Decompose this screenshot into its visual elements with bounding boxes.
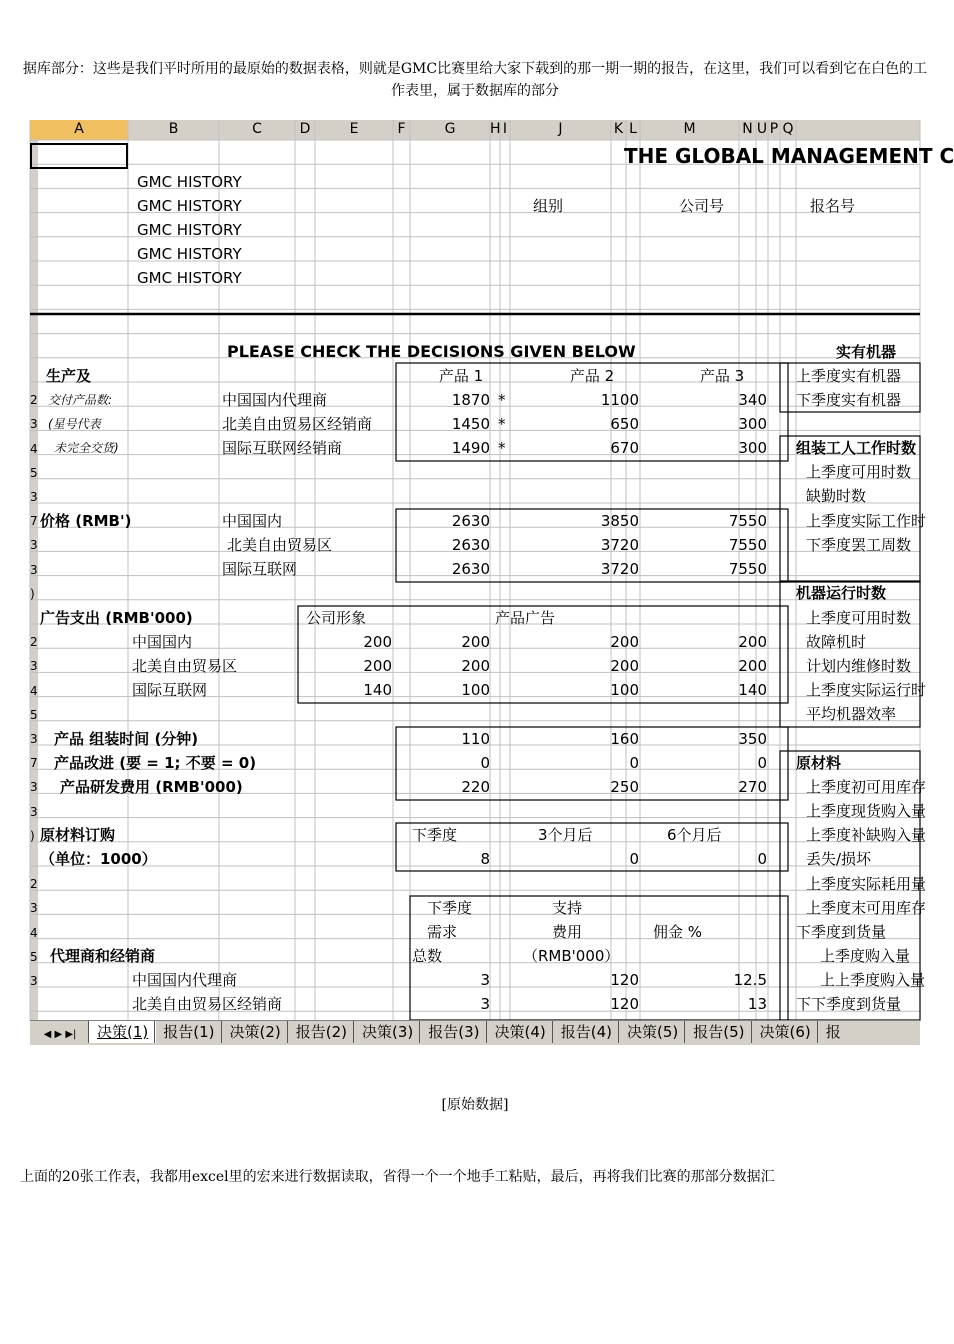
sheet-tab[interactable]: 决策(5) (618, 1021, 686, 1043)
column-header-d[interactable]: D (299, 121, 311, 137)
column-header-n[interactable]: N (742, 121, 753, 137)
tab-nav-arrows-icon[interactable]: ◀ ▶ ▶| (43, 1029, 77, 1040)
ads-row-2-v2[interactable]: 200 (461, 657, 490, 675)
materials-v1[interactable]: 8 (480, 850, 490, 868)
prod-row-2-v1[interactable]: 1450 (451, 415, 490, 433)
rp-m2: 下季度实有机器 (796, 391, 902, 409)
price-row-1-v2[interactable]: 3850 (600, 512, 639, 530)
column-header-j[interactable]: J (558, 121, 563, 137)
ads-row-1-v2[interactable]: 200 (461, 633, 490, 651)
signup-label: 报名号 (810, 197, 856, 215)
row-number[interactable]: 2 (30, 635, 38, 650)
price-row-3-v1[interactable]: 2630 (451, 560, 490, 578)
row-number[interactable]: 3 (30, 562, 38, 577)
column-header-k[interactable]: K (613, 121, 624, 137)
materials-v3[interactable]: 0 (757, 850, 767, 868)
agents-row-1-v2[interactable]: 120 (610, 971, 639, 989)
row-number[interactable]: 7 (30, 756, 38, 771)
price-row-2-v3[interactable]: 7550 (728, 536, 767, 554)
row-number[interactable]: 3 (30, 538, 38, 553)
assembly-v2[interactable]: 160 (610, 730, 639, 748)
ads-row-2-v4[interactable]: 200 (738, 657, 767, 675)
ads-row-3-v3[interactable]: 100 (610, 681, 639, 699)
row-number[interactable]: 4 (30, 441, 38, 456)
prod-row-2-v2[interactable]: 650 (610, 415, 639, 433)
sheet-tab-bar (30, 1020, 920, 1045)
sheet-tab[interactable]: 报告(5) (684, 1021, 752, 1043)
prod-row-3-v2[interactable]: 670 (610, 439, 639, 457)
prod-row-2-v3[interactable]: 300 (738, 415, 767, 433)
materials-label: 原材料订购 (40, 826, 116, 844)
row-number[interactable]: 4 (30, 683, 38, 698)
prod-row-1-name: 中国国内代理商 (222, 391, 328, 409)
row-number[interactable]: 5 (30, 707, 38, 722)
ads-row-2-name: 北美自由贸易区 (132, 657, 238, 675)
row-number[interactable]: 3 (30, 490, 38, 504)
agents-row-2-name: 北美自由贸易区经销商 (132, 995, 283, 1013)
rp-x8: 上季度购入量 (820, 947, 911, 965)
image-caption: [原始数据] (441, 1097, 509, 1113)
column-header-m[interactable]: M (683, 121, 696, 137)
outro-paragraph: 上面的20张工作表，我都用excel里的宏来进行数据读取，省得一个一个地手工粘贴，最后，再将我们比赛的那部分数据汇 (20, 1169, 775, 1185)
row-number[interactable]: 2 (30, 877, 38, 892)
rp-r4: 上季度实际运行时 (806, 681, 927, 699)
product-3-header: 产品 3 (699, 367, 745, 385)
check-banner: PLEASE CHECK THE DECISIONS GIVEN BELOW (227, 342, 636, 361)
rp-w2: 缺勤时数 (806, 487, 867, 505)
production-note-3: 未完全交货) (54, 441, 119, 455)
rp-x6: 上季度末可用库存 (806, 899, 927, 917)
price-row-1-v3[interactable]: 7550 (728, 512, 767, 530)
column-header-p[interactable]: P (769, 121, 779, 137)
improve-v3[interactable]: 0 (757, 754, 767, 772)
materials-unit: （单位：1000） (40, 850, 157, 868)
price-row-2-v1[interactable]: 2630 (451, 536, 490, 554)
prod-row-1-v1[interactable]: 1870 (451, 391, 490, 409)
ads-row-3-name: 国际互联网 (132, 681, 208, 699)
production-note-1: 交付产品数: (48, 393, 113, 407)
rp-w1: 上季度可用时数 (806, 463, 912, 481)
spreadsheet-screenshot (30, 120, 954, 1044)
rp-x10: 下下季度到货量 (796, 995, 902, 1013)
row-number[interactable]: 3 (30, 780, 38, 795)
sheet-title: THE GLOBAL MANAGEMENT C (624, 144, 954, 168)
rnd-v1[interactable]: 220 (461, 778, 490, 796)
column-header-c[interactable]: C (252, 121, 262, 137)
row-number[interactable]: 3 (30, 974, 38, 988)
ads-row-2-v1[interactable]: 200 (363, 657, 392, 675)
ads-row-1-v4[interactable]: 200 (738, 633, 767, 651)
agents-row-2-v3[interactable]: 13 (747, 995, 767, 1013)
agents-h3-2: （RMB'000） (523, 947, 620, 965)
product-2-header: 产品 2 (569, 367, 615, 385)
row-number[interactable]: 3 (30, 804, 38, 819)
prod-row-3-v3[interactable]: 300 (738, 439, 767, 457)
row-number[interactable]: ) (30, 586, 35, 601)
improve-v1[interactable]: 0 (480, 754, 490, 772)
sheet-tab[interactable]: 决策(2) (221, 1021, 289, 1043)
assembly-v3[interactable]: 350 (738, 730, 767, 748)
price-row-1-name: 中国国内 (222, 512, 283, 530)
rp-run-title: 机器运行时数 (796, 584, 887, 602)
row-number[interactable]: 7 (30, 514, 38, 529)
agents-label: 代理商和经销商 (50, 947, 156, 965)
rp-m1: 上季度实有机器 (796, 367, 902, 385)
agents-h2-1: 需求 (427, 923, 458, 941)
rp-workers-title: 组装工人工作时数 (796, 439, 917, 457)
agents-h2-2: 费用 (552, 923, 583, 941)
ads-product-label: 产品广告 (495, 609, 556, 627)
rp-r5: 平均机器效率 (806, 705, 897, 723)
prod-row-1-star: * (498, 391, 506, 409)
assembly-label: 产品 组装时间 (分钟) (54, 730, 199, 748)
ads-label: 广告支出 (RMB'000) (40, 609, 193, 627)
materials-v2[interactable]: 0 (629, 850, 639, 868)
history-4: GMC HISTORY (137, 245, 242, 263)
rp-machines-title: 实有机器 (836, 343, 897, 361)
sheet-tab[interactable]: 决策(4) (486, 1021, 554, 1043)
agents-h2-3: 佣金 % (653, 923, 703, 941)
ads-row-2-v3[interactable]: 200 (610, 657, 639, 675)
rnd-label: 产品研发费用 (RMB'000) (60, 778, 243, 796)
row-number[interactable]: 3 (30, 901, 38, 916)
rp-x7: 下季度到货量 (796, 923, 887, 941)
ads-row-1-v1[interactable]: 200 (363, 633, 392, 651)
agents-row-1-v1[interactable]: 3 (480, 971, 490, 989)
ads-corp-label: 公司形象 (306, 609, 367, 627)
rp-r1: 上季度可用时数 (806, 609, 912, 627)
assembly-v1[interactable]: 110 (461, 730, 490, 748)
prod-row-1-v2[interactable]: 1100 (600, 391, 639, 409)
ads-row-1-name: 中国国内 (132, 633, 193, 651)
price-row-3-v2[interactable]: 3720 (600, 560, 639, 578)
rp-x4: 丢失/损坏 (806, 850, 872, 868)
ads-row-1-v3[interactable]: 200 (610, 633, 639, 651)
rp-r3: 计划内维修时数 (806, 657, 912, 675)
agents-row-2-v1[interactable]: 3 (480, 995, 490, 1013)
price-row-2-name: 北美自由贸易区 (227, 536, 333, 554)
rp-w3: 上季度实际工作时 (806, 512, 927, 530)
prod-row-2-star: * (498, 415, 506, 433)
column-header-i[interactable]: I (502, 121, 508, 137)
group-label: 组别 (533, 197, 564, 215)
row-number[interactable]: 5 (30, 949, 38, 964)
history-3: GMC HISTORY (137, 221, 242, 239)
ads-row-3-v4[interactable]: 140 (738, 681, 767, 699)
row-number[interactable]: 5 (30, 465, 38, 480)
row-number[interactable]: ) (30, 828, 35, 843)
product-1-header: 产品 1 (438, 367, 484, 385)
ads-row-3-v2[interactable]: 100 (461, 681, 490, 699)
production-note-2: (星号代表 (48, 417, 101, 431)
price-row-3-v3[interactable]: 7550 (728, 560, 767, 578)
column-header-h[interactable]: H (490, 121, 501, 137)
rp-x3: 上季度补缺购入量 (806, 826, 927, 844)
sheet-tab[interactable]: 报 (817, 1021, 849, 1043)
prod-row-3-v1[interactable]: 1490 (451, 439, 490, 457)
agents-h1-2: 支持 (552, 899, 583, 917)
price-row-3-name: 国际互联网 (222, 560, 298, 578)
agents-h3-1: 总数 (412, 947, 443, 965)
history-1: GMC HISTORY (137, 173, 242, 191)
materials-head-3: 6个月后 (667, 826, 722, 844)
improve-label: 产品改进 (要 = 1; 不要 = 0) (54, 754, 257, 772)
history-5: GMC HISTORY (137, 269, 242, 287)
active-cell[interactable] (30, 143, 128, 169)
rp-w4: 下季度罢工周数 (806, 536, 912, 554)
rp-x1: 上季度初可用库存 (806, 778, 927, 796)
column-header-f[interactable]: F (397, 121, 406, 137)
row-number[interactable]: 4 (30, 925, 38, 940)
production-label: 生产及 (46, 367, 92, 385)
intro-paragraph: 据库部分：这些是我们平时所用的最原始的数据表格，则就是GMC比赛里给大家下载到的那一期一期的报告，在这里，我们可以看到它在白色的工作表里，属于数据库的部分 (22, 61, 928, 99)
agents-row-1-v3[interactable]: 12.5 (733, 971, 767, 989)
rp-r2: 故障机时 (806, 633, 867, 651)
sheet-tab[interactable]: 报告(2) (287, 1021, 355, 1043)
rp-x5: 上季度实际耗用量 (806, 875, 927, 893)
sheet-tab[interactable]: 决策(3) (353, 1021, 421, 1043)
rp-x9: 上上季度购入量 (820, 971, 926, 989)
ads-row-3-v1[interactable]: 140 (363, 681, 392, 699)
sheet-tab[interactable]: 报告(1) (154, 1021, 222, 1043)
column-header-g[interactable]: G (444, 121, 456, 137)
agents-h1-1: 下季度 (427, 899, 473, 917)
column-header-l[interactable]: L (629, 121, 637, 137)
agents-row-1-name: 中国国内代理商 (132, 971, 238, 989)
materials-head-1: 下季度 (412, 826, 458, 844)
rp-x2: 上季度现货购入量 (806, 802, 927, 820)
row-number[interactable]: 2 (30, 393, 38, 408)
history-2: GMC HISTORY (137, 197, 242, 215)
prod-row-3-name: 国际互联网经销商 (222, 439, 343, 457)
prod-row-3-star: * (498, 439, 506, 457)
row-number[interactable]: 3 (30, 732, 38, 746)
column-header-b[interactable]: B (168, 121, 179, 137)
row-number[interactable]: 3 (30, 417, 38, 432)
sheet-tab[interactable]: 决策(1) (88, 1021, 156, 1043)
rp-raw-title: 原材料 (796, 754, 842, 772)
materials-head-2: 3个月后 (538, 826, 593, 844)
row-number[interactable]: 3 (30, 659, 38, 674)
price-row-1-v1[interactable]: 2630 (451, 512, 490, 530)
column-header-u[interactable]: U (756, 121, 768, 137)
price-label: 价格 (RMB') (40, 512, 132, 530)
prod-row-1-v3[interactable]: 340 (738, 391, 767, 409)
price-row-2-v2[interactable]: 3720 (600, 536, 639, 554)
sheet-tab[interactable]: 报告(3) (419, 1021, 487, 1043)
agents-row-2-v2[interactable]: 120 (610, 995, 639, 1013)
rnd-v3[interactable]: 270 (738, 778, 767, 796)
rnd-v2[interactable]: 250 (610, 778, 639, 796)
improve-v2[interactable]: 0 (629, 754, 639, 772)
sheet-tab[interactable]: 决策(6) (751, 1021, 819, 1043)
company-label: 公司号 (679, 197, 725, 215)
column-header-a[interactable]: A (74, 121, 84, 137)
prod-row-2-name: 北美自由贸易区经销商 (222, 415, 373, 433)
sheet-tab[interactable]: 报告(4) (552, 1021, 620, 1043)
column-header-q[interactable]: Q (782, 121, 794, 137)
column-header-e[interactable]: E (349, 121, 359, 137)
